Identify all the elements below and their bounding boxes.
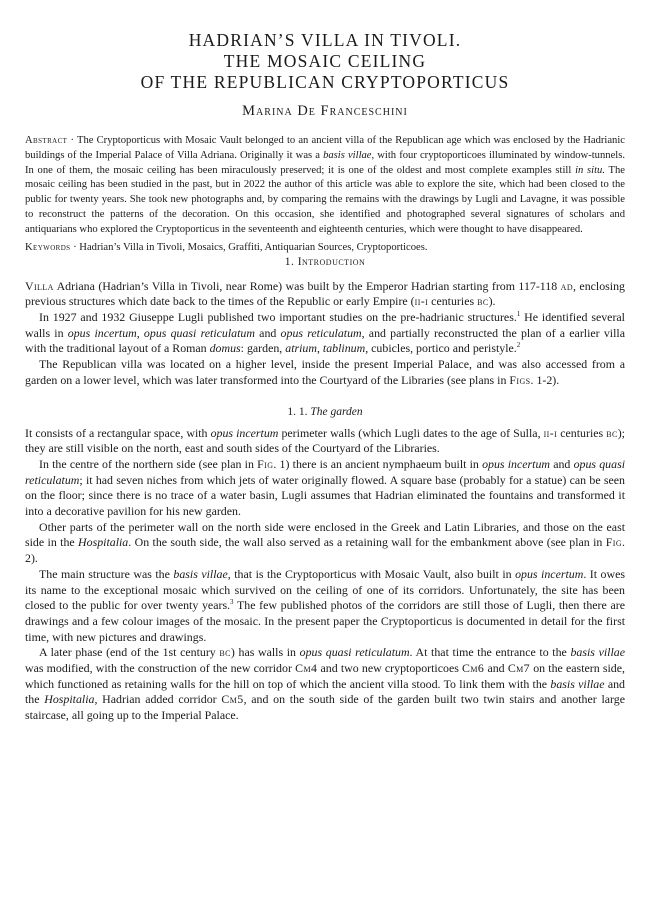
page xyxy=(25,30,625,724)
title-line-3: OF THE REPUBLICAN CRYPTOPORTICUS xyxy=(140,72,510,92)
abstract: Abstract · The Cryptoporticus with Mosaic Vault belonged to an ancient villa of the Republican age which was enclosed by the Hadrianic buildings of the Imperial Palace of Villa Adriana. Originally it was a basis villae, with four cryptoporticoes illuminated by window-tunnels. In one of them, the mosaic ceiling has been miraculously preserved; it is one of the oldest and most complete examples still in situ. The mosaic ceiling has been studied in the past, but in 2022 the author of this article was able to explore the site, which had been closed to the public for twenty years. She took new photographs and, by comparing the remains with the drawings by Lugli and Lavagne, it was possible to reconstruct the patterns of the decoration. On this occasion, she identified and photographed several signatures of scholars and antiquarians who explored the Cryptoporticus in the seventeenth and eighteenth centuries, which were thought to have disappeared. xyxy=(25,135,626,235)
paragraph-6: Other parts of the perimeter wall on the north side were enclosed in the Greek and Latin Libraries, and those on the east side in the Hospitalia. On the south side, the wall also served as a retaining wall for the embankment above (see plan in Fig. 2). xyxy=(25,519,625,566)
title-line-1: HADRIAN’S VILLA IN TIVOLI. xyxy=(188,30,462,50)
paragraph-3: The Republican villa was located on a higher level, inside the present Imperial Palace, and was also accessed from a garden on a lower level, which was later transformed into the Courtyard of the Libraries (see plans in Figs. 1-2). xyxy=(25,357,625,387)
paragraph-8: A later phase (end of the 1st century bc) has walls in opus quasi reticulatum. At that time the entrance to the basis villae was modified, with the construction of the new corridor Cm4 and two new cryptoporticoes Cm6 and Cm7 on the eastern side, which functioned as retaining walls for the hill on top of which the ancient villa stood. To link them with the basis villae and the Hospitalia, Hadrian added corridor Cm5, and on the south side of the garden built two twin stairs and another large staircase, all going up to the Imperial Palace. xyxy=(25,645,626,723)
paragraph-1: Villa Adriana (Hadrian’s Villa in Tivoli, near Rome) was built by the Emperor Hadrian starting from 117-118 ad, enclosing previous structures which date back to the times of the Republic or early Empire (ii-i centuries bc). xyxy=(25,278,625,309)
keywords: Keywords · Hadrian’s Villa in Tivoli, Mosaics, Graffiti, Antiquarian Sources, Cryptoporticoes. xyxy=(25,241,428,253)
section-heading-introduction: 1. Introduction xyxy=(284,255,366,268)
title-line-2: THE MOSAIC CEILING xyxy=(223,51,427,71)
footnote-ref-1[interactable]: 1 xyxy=(516,310,521,319)
body-text xyxy=(25,279,625,724)
footnote-ref-3[interactable]: 3 xyxy=(230,598,234,607)
paragraph-7: The main structure was the basis villae, that is the Cryptoporticus with Mosaic Vault, also built in opus incertum. It owes its name to the exceptional mosaic which survived on the ceiling of one of its corridors. Unfortunately, the site has been closed to the public for over twenty years.$^3$ The few published photos of the corridors are still those of Lugli, then there are drawings and a few colour images of the mosaic. In the present paper the Cryptoporticus is documented in detail for the first time, with new pictures and drawings. xyxy=(25,566,625,644)
paragraph-5: In the centre of the northern side (see plan in Fig. 1) there is an ancient nymphaeum built in opus incertum and opus quasi reticulatum; it had seven niches from which jets of water originally flowed. A square base (probably for a statue) can be seen on the floor; since there is no trace of a water basin, Lugli assumes that Hadrian eliminated the fountains and transformed it into a decorative pavilion for his new garden. xyxy=(25,456,625,519)
keywords-label: Keywords xyxy=(25,241,71,253)
subsection-heading-garden: 1. 1. The garden xyxy=(287,405,363,418)
paragraph-2: In 1927 and 1932 Giuseppe Lugli published two important studies on the pre-hadrianic structures.$^1$ He identified several walls in opus incertum, opus quasi reticulatum and opus reticulatum, and partially reconstructed the plan of a earlier villa with the traditional layout of a Roman domus: garden, atrium, tablinum, cubicles, portico and peristyle.$^2$ xyxy=(25,309,625,356)
article-title xyxy=(25,30,625,93)
footnote-ref-2[interactable]: 2 xyxy=(516,341,521,350)
keywords-text: Hadrian’s Villa in Tivoli, Mosaics, Graffiti, Antiquarian Sources, Cryptoporticoes. xyxy=(79,241,428,253)
author-name: Marina De Franceschini xyxy=(242,103,408,119)
paragraph-4: It consists of a rectangular space, with opus incertum perimeter walls (which Lugli dates to the age of Sulla, ii-i centuries bc); they are still visible on the north, east and south sides of the Courtyard of the Libraries. xyxy=(25,425,625,456)
abstract-label: Abstract xyxy=(25,135,68,146)
